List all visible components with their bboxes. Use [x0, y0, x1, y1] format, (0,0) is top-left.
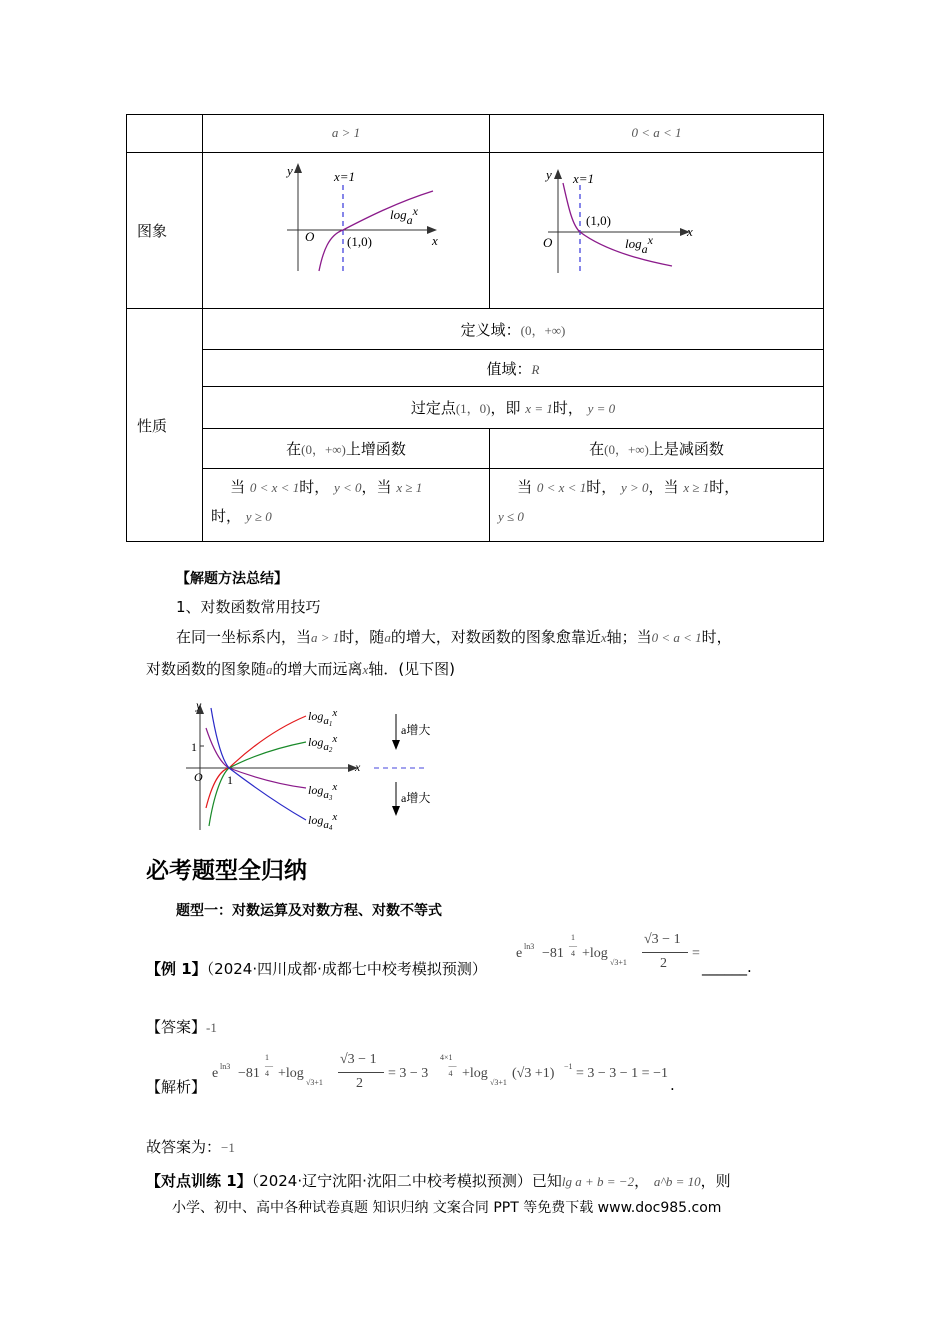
summary-header: 【解题方法总结】	[176, 571, 288, 587]
graph-cell-increasing	[203, 153, 490, 309]
graph-cell-decreasing	[490, 153, 824, 309]
curve-label-a4: loga4x	[308, 811, 338, 832]
x-tick-1: 1	[227, 773, 233, 787]
log-graph-increasing	[203, 153, 489, 303]
summary-line-1: 在同一坐标系内，当a > 1时，随a的增大，对数函数的图象愈靠近x轴；当0 < a < 1时，	[176, 628, 732, 646]
answer-line: 【答案】-1	[146, 1018, 217, 1036]
table-corner-cell	[127, 115, 203, 153]
example-1-expression: e ln3 −81 1 ― 4 +log √3+1 √3 − 1 2 =	[516, 932, 700, 971]
range-cell: 值域：R	[203, 350, 824, 387]
y-axis-label: y	[196, 698, 202, 712]
fixed-point-cell: 过定点(1，0)，即 x = 1时， y = 0	[203, 387, 824, 429]
y-axis-label: y	[287, 163, 293, 178]
arrow-label-top: a增大	[401, 723, 431, 737]
x-axis-label: x	[355, 760, 361, 774]
decreasing-cell: 在(0，+∞)上是减函数	[490, 429, 824, 469]
arrow-label-bottom: a增大	[401, 791, 431, 805]
curve-label-a2: loga2x	[308, 733, 338, 754]
y-axis-label: y	[546, 167, 552, 182]
question-type-1: 题型一：对数运算及对数方程、对数不等式	[176, 903, 442, 919]
section-title: 必考题型全归纳	[146, 858, 307, 884]
example-1: 【例 1】（2024·四川成都·成都七中校考模拟预测）	[146, 960, 487, 978]
tip-title: 1、对数函数常用技巧	[176, 598, 321, 616]
origin-label: O	[543, 235, 553, 250]
curve-label: logax	[625, 233, 653, 256]
decreasing-sign-cell: 当 0 < x < 1时， y > 0，当 x ≥ 1时， y ≤ 0	[490, 469, 824, 542]
increasing-cell: 在(0，+∞)上增函数	[203, 429, 490, 469]
domain-cell: 定义域：(0，+∞)	[203, 309, 824, 350]
header-a-gt-1: a > 1	[203, 115, 490, 153]
curve-label: logax	[390, 204, 418, 227]
point-label: (1,0)	[586, 213, 611, 228]
row-label-properties: 性质	[127, 309, 203, 542]
y-tick-1: 1	[191, 740, 197, 754]
curve-label-a3: loga3x	[308, 781, 338, 802]
row-label-graph: 图象	[127, 153, 203, 309]
increasing-sign-cell: 当 0 < x < 1时， y < 0，当 x ≥ 1 时， y ≥ 0	[203, 469, 490, 542]
conclusion-line: 故答案为：−1	[146, 1138, 235, 1156]
footer-text: 小学、初中、高中各种试卷真题 知识归纳 文案合同 PPT 等免费下载 www.doc985.com	[172, 1200, 722, 1216]
x-axis-label: x	[687, 224, 693, 239]
curve-label-a1: loga1x	[308, 707, 338, 728]
x-eq-1-label: x=1	[573, 171, 595, 186]
point-label: (1,0)	[347, 234, 372, 249]
x-eq-1-label: x=1	[334, 169, 356, 184]
header-a-lt-1: 0 < a < 1	[490, 115, 824, 153]
log-family-graph	[180, 696, 450, 836]
origin-label: O	[305, 229, 315, 244]
example-1-blank: ______.	[702, 958, 752, 976]
origin-label: O	[194, 770, 203, 784]
log-graph-decreasing	[490, 153, 823, 303]
summary-line-2: 对数函数的图象随a的增大而远离x轴．(见下图)	[146, 660, 456, 678]
analysis-expression: e ln3 −81 1 ― 4 +log √3+1 √3 − 1 2 = 3 − 3 4×1 ― 4 +log √3+1 (√3 +1) −1 = 3 − 3 − 1 = −1	[212, 1052, 668, 1091]
x-axis-label: x	[432, 233, 438, 248]
analysis-end: .	[670, 1076, 675, 1094]
practice-1: 【对点训练 1】（2024·辽宁沈阳·沈阳二中校考模拟预测）已知lg a + b = −2， a^b = 10，则	[146, 1172, 731, 1190]
analysis-label: 【解析】	[146, 1078, 207, 1096]
log-properties-table	[126, 114, 824, 542]
